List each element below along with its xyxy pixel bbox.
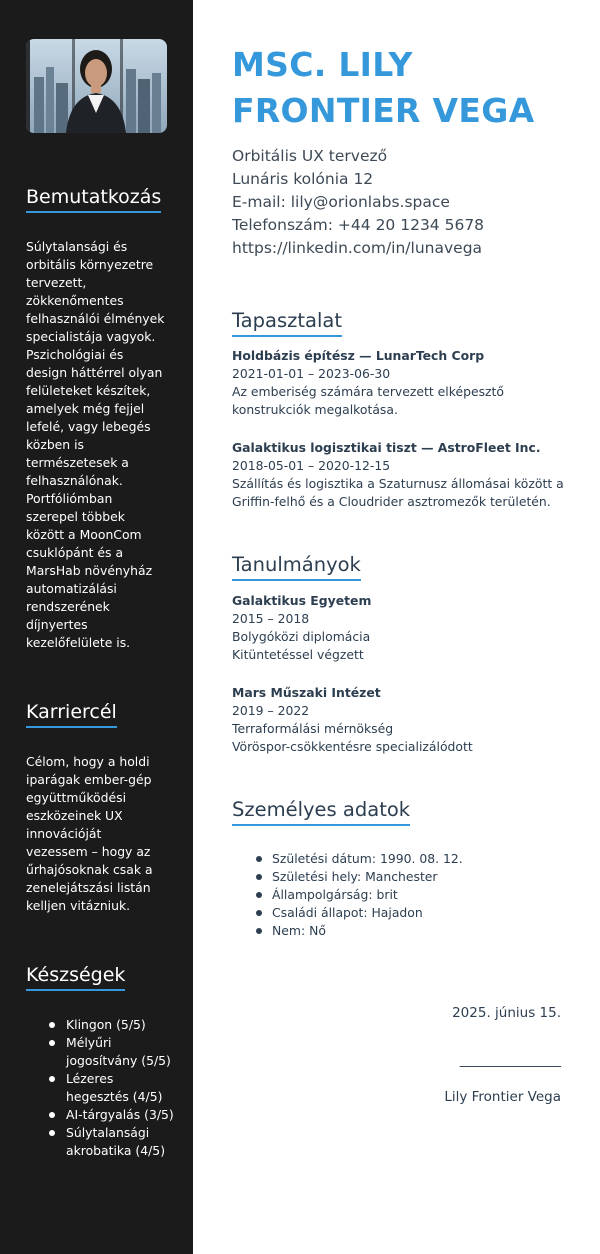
candidate-name: MSC. LILY FRONTIER VEGA xyxy=(232,45,535,130)
education-dates: 2019 – 2022 xyxy=(232,703,310,718)
document-date: 2025. június 15. xyxy=(452,1005,561,1021)
experience-description: Az emberiség számára tervezett elképesztő konstrukciók megalkotása. xyxy=(232,384,504,417)
signature-name: Lily Frontier Vega xyxy=(444,1089,561,1105)
experience-title: Holdbázis építész — LunarTech Corp xyxy=(232,348,485,363)
signature-line: _______________ xyxy=(459,1052,561,1068)
skill-item: Klingon (5/5) xyxy=(26,1016,176,1034)
skill-item: Súlytalansági akrobatika (4/5) xyxy=(26,1124,176,1160)
education-entry xyxy=(232,684,572,756)
skills-heading: Készségek xyxy=(26,964,125,991)
contact-block xyxy=(232,145,484,260)
skills-list xyxy=(26,1016,176,1160)
linkedin-link[interactable]: https://linkedin.com/in/lunavega xyxy=(232,239,483,257)
career-goal-text: Célom, hogy a holdi iparágak ember-gép együttműködési eszközeinek UX innovációját vezessem – hogy az űrhajósoknak csak a zenelejátszási listán kelljen vitázniuk. xyxy=(26,754,153,913)
personal-data-item: Születési dátum: 1990. 08. 12. xyxy=(232,850,463,868)
education-line: Kitüntetéssel végzett xyxy=(232,647,364,662)
phone: Telefonszám: +44 20 1234 5678 xyxy=(232,216,485,234)
education-entry xyxy=(232,592,572,664)
experience-title: Galaktikus logisztikai tiszt — AstroFleet Inc. xyxy=(232,440,541,455)
experience-heading: Tapasztalat xyxy=(232,309,342,337)
experience-dates: 2021-01-01 – 2023-06-30 xyxy=(232,366,391,381)
skill-item: Mélyűri jogosítvány (5/5) xyxy=(26,1034,176,1070)
address: Lunáris kolónia 12 xyxy=(232,170,374,188)
email: E-mail: lily@orionlabs.space xyxy=(232,193,450,211)
experience-dates: 2018-05-01 – 2020-12-15 xyxy=(232,458,391,473)
education-line: Vöröspor-csökkentésre specializálódott xyxy=(232,739,473,754)
job-title: Orbitális UX tervező xyxy=(232,147,388,165)
intro-heading: Bemutatkozás xyxy=(26,186,161,213)
education-line: Terraformálási mérnökség xyxy=(232,721,394,736)
education-title: Mars Műszaki Intézet xyxy=(232,685,381,700)
education-dates: 2015 – 2018 xyxy=(232,611,310,626)
experience-entry xyxy=(232,347,572,419)
experience-description: Szállítás és logisztika a Szaturnusz állomásai között a Griffin-felhő és a Cloudrider asztromezők területén. xyxy=(232,476,564,509)
skill-item: Lézeres hegesztés (4/5) xyxy=(26,1070,176,1106)
personal-data-list xyxy=(232,850,463,940)
personal-data-item: Családi állapot: Hajadon xyxy=(232,904,463,922)
experience-entry xyxy=(232,439,572,511)
sidebar xyxy=(0,0,193,1254)
career-goal-heading: Karriercél xyxy=(26,701,117,728)
skill-item: AI-tárgyalás (3/5) xyxy=(26,1106,176,1124)
education-heading: Tanulmányok xyxy=(232,553,361,581)
personal-data-item: Állampolgárság: brit xyxy=(232,886,463,904)
profile-photo xyxy=(26,39,167,133)
personal-data-item: Nem: Nő xyxy=(232,922,463,940)
intro-text: Súlytalansági és orbitális környezetre tervezett, zökkenőmentes felhasználói élmények specialistája vagyok. Pszichológiai és design háttérrel olyan felületeket készítek, amelyek még fejjel lefelé, vagy lebegés közben is természetesek a felhasználónak. Portfóliómban szerepel többek között a MoonCom csuklópánt és a MarsHab növényház automatizálási rendszerének díjnyertes kezelőfelülete is. xyxy=(26,239,165,650)
personal-data-item: Születési hely: Manchester xyxy=(232,868,463,886)
education-title: Galaktikus Egyetem xyxy=(232,593,372,608)
education-line: Bolygóközi diplomácia xyxy=(232,629,371,644)
personal-data-heading: Személyes adatok xyxy=(232,798,410,826)
